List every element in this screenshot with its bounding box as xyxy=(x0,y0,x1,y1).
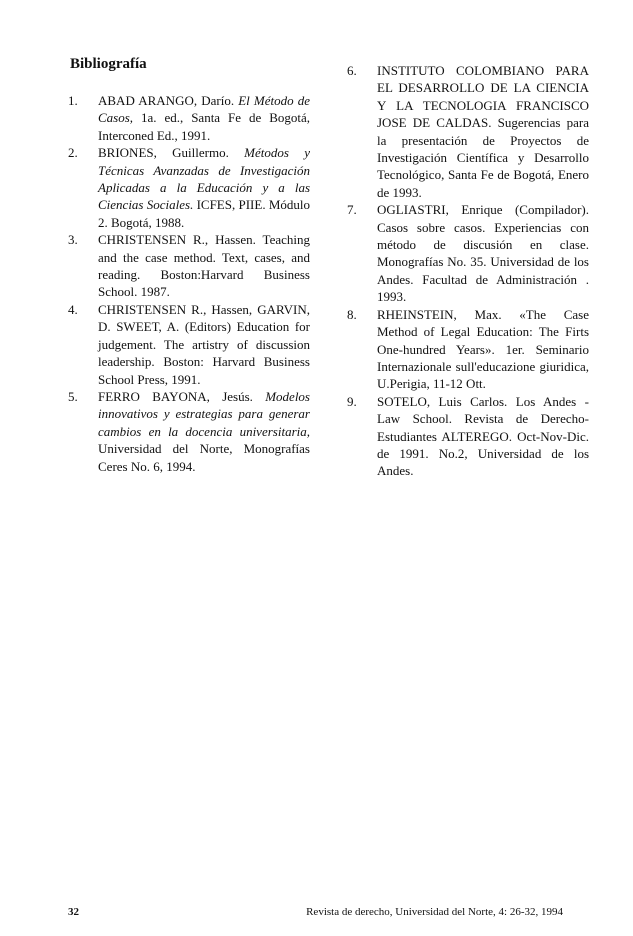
reference-number: 7. xyxy=(347,202,357,218)
reference-number: 4. xyxy=(68,301,78,317)
reference-details: Universidad del Norte, Monografías Ceres No. 6, 1994. xyxy=(98,441,310,474)
reference-text: SOTELO, Luis Carlos. Los Andes - Law School. Revista de Derecho-Estudiantes ALTEREGO. Oct-Nov-Dic. de 1991. No.2, Universidad de los Andes. xyxy=(377,393,589,479)
reference-text: RHEINSTEIN, Max. «The Case Method of Legal Education: The Firts One-hundred Years». 1er. Seminario Internazionale sull'educazione giuridica, U.Perigia, 11-12 Ott. xyxy=(377,306,589,392)
journal-citation: Revista de derecho, Universidad del Norte, 4: 26-32, 1994 xyxy=(306,906,563,918)
reference-entry-9 xyxy=(347,393,589,480)
reference-text: INSTITUTO COLOMBIANO PARA EL DESARROLLO DE LA CIENCIA Y LA TECNOLOGIA FRANCISCO JOSE DE CALDAS. Sugerencias para la presentación de Proyectos de Investigación Científica y Desarrollo Tecnológico, Santa Fe de Bogotá, Enero de 1993. xyxy=(377,63,589,200)
reference-text: CHRISTENSEN R., Hassen, GARVIN, D. SWEET, A. (Editors) Education for judgement. The artistry of discussion leadership. Boston: Harvard Business School Press, 1991. xyxy=(98,301,310,387)
reference-details: 1a. ed., Santa Fe de Bogotá, Interconed Ed., 1991. xyxy=(98,110,310,143)
page-footer xyxy=(68,906,563,918)
reference-author: FERRO BAYONA, Jesús. xyxy=(98,388,266,404)
reference-entry-8 xyxy=(347,306,589,393)
reference-details: ICFES, PIIE. Módulo 2. Bogotá, 1988. xyxy=(98,197,310,230)
reference-author: ABAD ARANGO, Darío. xyxy=(98,93,239,108)
bibliography-heading: Bibliografía xyxy=(70,56,147,72)
reference-number: 1. xyxy=(68,93,78,108)
reference-entry-4 xyxy=(68,301,310,388)
bibliography-right-column xyxy=(347,62,589,480)
bibliography-left-column xyxy=(68,92,310,475)
reference-title: Métodos y Técnicas Avanzadas de Investigación Aplicadas a la Educación y a las Ciencias Sociales. xyxy=(98,145,310,213)
page-number: 32 xyxy=(68,906,79,918)
reference-number: 3. xyxy=(68,232,78,248)
reference-entry-5 xyxy=(68,388,310,475)
reference-text: CHRISTENSEN R., Hassen. Teaching and the case method. Text, cases, and reading. Boston:Harvard Business School. 1987. xyxy=(98,232,310,300)
reference-number: 6. xyxy=(347,63,357,78)
reference-title: El Método de Casos, xyxy=(98,93,310,126)
reference-number: 9. xyxy=(347,393,357,409)
reference-title: Modelos innovativos y estrategias para generar cambios en la docencia universitaria, xyxy=(98,388,310,439)
reference-text: OGLIASTRI, Enrique (Compilador). Casos sobre casos. Experiencias con método de discusión en clase. Monografías No. 35. Universidad de los Andes. Facultad de Administración . 1993. xyxy=(377,202,589,305)
reference-number: 8. xyxy=(347,306,357,322)
reference-number: 5. xyxy=(68,388,78,404)
reference-entry-2 xyxy=(68,144,310,231)
reference-entry-6 xyxy=(347,62,589,201)
reference-entry-1 xyxy=(68,92,310,144)
reference-author: BRIONES, Guillermo. xyxy=(98,145,245,161)
reference-number: 2. xyxy=(68,145,78,161)
reference-entry-3 xyxy=(68,231,310,301)
reference-entry-7 xyxy=(347,201,589,305)
